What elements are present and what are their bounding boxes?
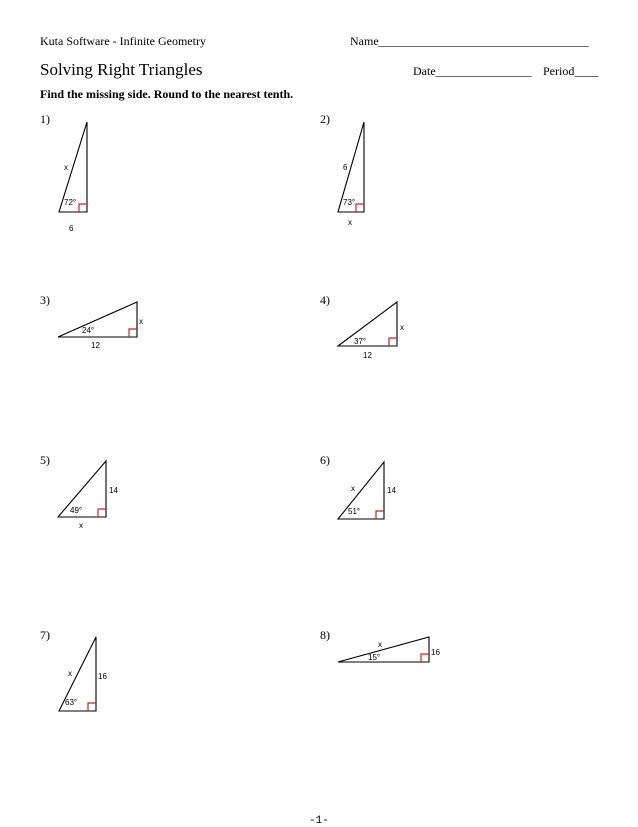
- problem-number: 7): [40, 628, 50, 642]
- side-label: x: [348, 218, 352, 227]
- triangle-outline: [338, 637, 429, 662]
- side-label: 16: [98, 672, 107, 681]
- triangle-figure: [338, 637, 440, 662]
- triangle-figure: [58, 302, 143, 350]
- side-label: 6: [69, 224, 74, 233]
- problem-number: 6): [320, 453, 330, 467]
- right-angle-marker: [79, 204, 87, 212]
- publisher-label: Kuta Software - Infinite Geometry: [40, 34, 206, 48]
- period-field: Period____: [543, 64, 599, 78]
- right-angle-marker: [88, 703, 96, 711]
- side-label: 12: [363, 351, 372, 360]
- triangle-outline: [58, 302, 137, 337]
- right-angle-marker: [356, 204, 364, 212]
- right-angle-marker: [98, 509, 106, 517]
- problem-number: 3): [40, 293, 50, 307]
- side-label: x: [139, 317, 143, 326]
- problem-number: 2): [320, 112, 330, 126]
- right-angle-marker: [376, 511, 384, 519]
- side-label: x: [79, 521, 83, 530]
- problem-number: 5): [40, 453, 50, 467]
- problem-number: 4): [320, 293, 330, 307]
- triangle-figure: [338, 122, 364, 227]
- right-angle-marker: [421, 654, 429, 662]
- worksheet-title: Solving Right Triangles: [40, 60, 203, 79]
- triangle-figure: [58, 461, 118, 530]
- side-label: 16: [431, 648, 440, 657]
- side-label: x: [68, 669, 72, 678]
- side-label: x: [400, 323, 404, 332]
- angle-label: 49°: [70, 506, 83, 515]
- triangle-outline: [338, 302, 397, 346]
- problem-number: 1): [40, 112, 50, 126]
- angle-label: 24°: [82, 326, 95, 335]
- angle-label: 63°: [65, 698, 78, 707]
- triangle-figure: [338, 302, 404, 360]
- angle-label: 72°: [64, 198, 77, 207]
- side-label: x: [351, 484, 355, 493]
- side-label: 12: [91, 341, 100, 350]
- triangle-figure: [59, 122, 87, 233]
- problem-number: 8): [320, 628, 330, 642]
- angle-label: 73°: [343, 198, 356, 207]
- instructions: Find the missing side. Round to the nearest tenth.: [40, 87, 294, 101]
- side-label: x: [64, 163, 68, 172]
- right-angle-marker: [389, 338, 397, 346]
- side-label: 14: [387, 486, 396, 495]
- date-field: Date________________: [413, 64, 532, 78]
- triangle-figure: [59, 637, 107, 711]
- angle-label: 37°: [354, 337, 367, 346]
- side-label: 6: [343, 163, 348, 172]
- name-field: Name___________________________________: [350, 34, 589, 48]
- angle-label: 15°: [368, 653, 381, 662]
- right-angle-marker: [129, 329, 137, 337]
- page-number: -1-: [309, 815, 329, 827]
- side-label: 14: [109, 486, 118, 495]
- triangle-figure: [338, 462, 396, 519]
- angle-label: 51°: [348, 507, 361, 516]
- side-label: x: [378, 640, 382, 649]
